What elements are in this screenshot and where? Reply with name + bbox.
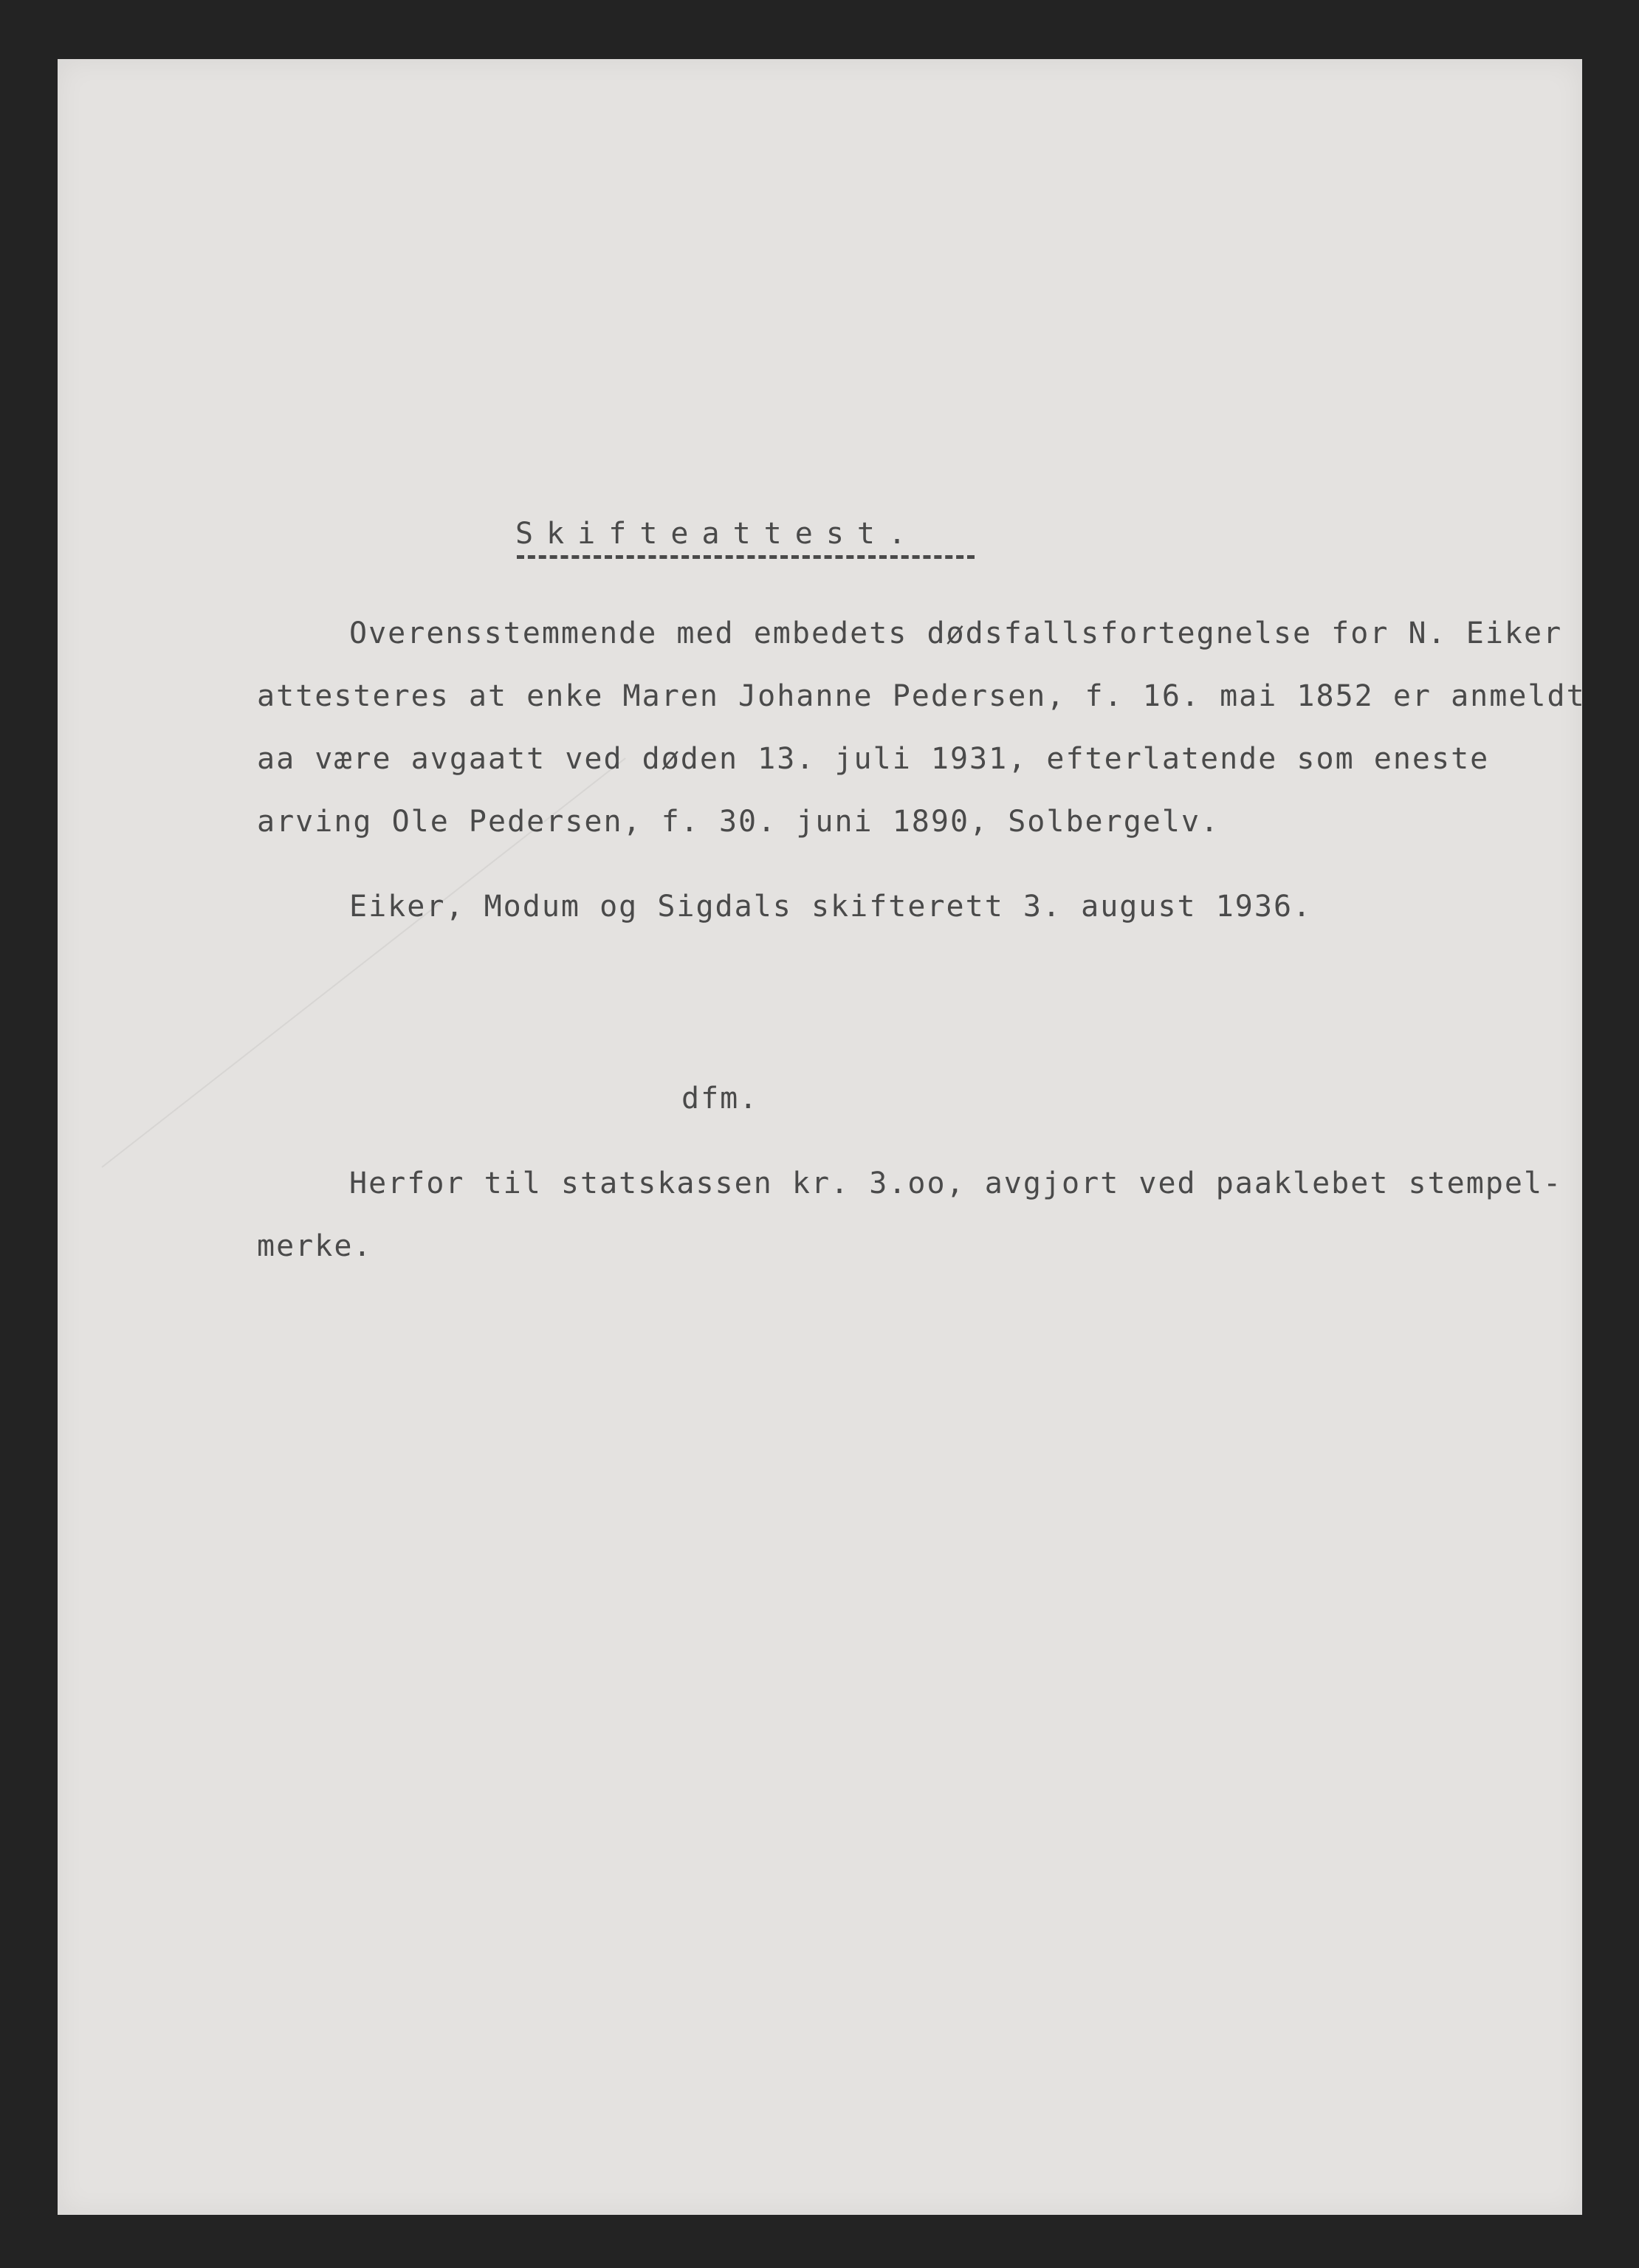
place-date-line: Eiker, Modum og Sigdals skifterett 3. august 1936.	[349, 890, 1313, 924]
paragraph-line-4: arving Ole Pedersen, f. 30. juni 1890, Solbergelv.	[257, 805, 1220, 839]
fee-line-2: merke.	[257, 1229, 373, 1263]
title-underline	[517, 555, 975, 559]
paragraph-line-2: attesteres at enke Maren Johanne Pedersen, f. 16. mai 1852 er anmeldt	[257, 679, 1586, 713]
signature-abbrev: dfm.	[681, 1082, 759, 1116]
fee-line-1: Herfor til statskassen kr. 3.oo, avgjort ved paaklebet stempel-	[349, 1166, 1563, 1200]
paragraph-line-1: Overensstemmende med embedets dødsfallsfortegnelse for N. Eiker	[349, 616, 1563, 650]
paragraph-line-3: aa være avgaatt ved døden 13. juli 1931, efterlatende som eneste	[257, 742, 1490, 776]
document-page	[58, 59, 1586, 2215]
document-title: Skifteattest.	[515, 517, 920, 551]
